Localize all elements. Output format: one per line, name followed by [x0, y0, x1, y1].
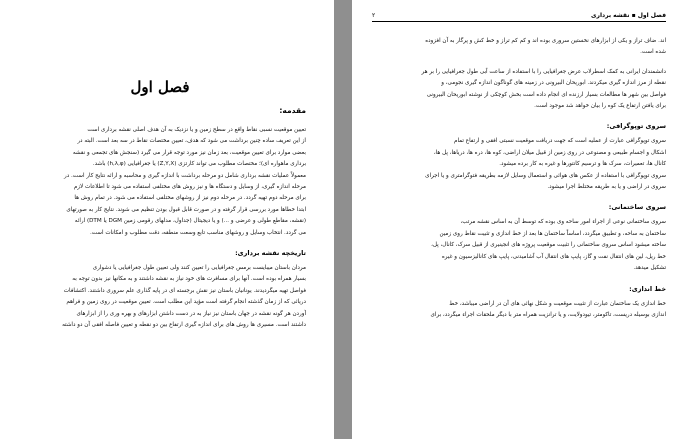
running-header-title: فصل اول ▪ نقشه برداری — [591, 12, 666, 19]
history-heading: تاریخچه نقشه برداری: — [235, 249, 306, 258]
text-line: بعضی موارد برای تعیین موقعیت، بعد زمان نیز مورد توجه قرار می گیرد (سنجش های تجمعی و نقشه — [72, 149, 306, 156]
history-paragraph — [14, 263, 306, 331]
text-line: می گردد. انتخاب وسایل و روشهای مناسب تابع وسعت منطقه، دقت مطلوب و امکانات است. — [90, 229, 306, 236]
stakeout-paragraph — [372, 299, 666, 322]
construction-paragraph — [372, 217, 666, 274]
text-line: (نقشه، مقاطع طولی و عرضی و ...) و یا دیجیتال (جداول، مدلهای رقومی زمین DGM یا DTM) ارائه — [74, 218, 306, 225]
text-line: سروی در اراضی و یا به طریقه مختلط اجرا میشود. — [547, 184, 666, 191]
text-line: برداری ماهواره ای)؛ مختصات مطلوب می تواند کارتزی (Z,Y,X) یا جغرافیایی (h,λ,φ) باشد. — [92, 161, 306, 168]
topo-paragraph — [372, 136, 666, 193]
topo-heading: سروی توپوگرافی: — [606, 122, 666, 131]
intro-paragraph — [14, 125, 306, 239]
text-line: دانشمندان ایرانی به کمک اسطرلاب عرض جغرافیایی را با استفاده از ساعت آبی طول جغرافیایی را بر هر — [421, 68, 666, 75]
text-line: مرحله اندازه گیری، از وسایل و دستگاه ها و نیز روش های مختلفی استفاده می شود تا اطلاعات لازم — [73, 184, 306, 191]
text-line: تعیین موقعیت نسبی نقاط واقع در سطح زمین و یا نزدیک به آن هدف اصلی نقشه برداری است — [87, 127, 306, 133]
text-line: معمولاً عملیات نقشه برداری شامل دو مرحله برداشت با اندازه گیری و محاسبه و ارائه نتایج کار است. در — [64, 172, 306, 179]
text-line: سروی توپوگرافی عبارت از عملیه است که جهت دریافت موقعیت نسبتی افقی و ارتفاع تمام — [454, 138, 666, 145]
text-line: از این تعریف ساده چنین برداشت می شود که هدف، تعیین مختصات نقاط در سه بعد است. البته در — [77, 138, 306, 145]
text-line: اندازی بوسیله دریست، تاکومتر، تیودولایت، و یا ترانزیت همراه متر با دیگر ملحقات اجراء میگردد، برای — [430, 311, 666, 318]
text-line: فواصل تهیه میگردیدند. یونانیان باستان نیز نقش برجسته ای در پایه گذاری علم سروری داشتند. اکتشافات — [63, 287, 306, 294]
iranian-scholars-paragraph — [372, 67, 666, 113]
text-line: تشکیل میدهد. — [633, 265, 666, 272]
text-line: اند. ضاف تراز و یکی از ابزارهای نخستین سروری بوده اند و کم کم تراز و خط کش و پرگار به آن افزوده — [425, 38, 666, 44]
intro-heading: مقدمه: — [279, 106, 306, 115]
text-line: مردان باستان میبایست برمس جغرافیایی را تعیین کنند ولی تعیین طول جغرافیایی یا دشواری — [92, 265, 306, 272]
text-line: برای یافتن ارتفاع یک کوه را بیان خواهد شد موجود است. — [534, 103, 666, 110]
text-line: کانال ها، تعمیرات، سرک ها و ترسیم کانتورها و غیره به کار برده میشود. — [499, 161, 666, 168]
text-line: اشکال و اجسام طبیعی و مصنوعی در روی زمین از قبیل میلان اراضی، کوه ها، دره ها، دریاها، پل ها، — [433, 149, 666, 156]
text-line: بسیار همراه بوده است. آنها برای مسافرت های خود نیاز به نقشه داشتند و به مکانها نیز بدون توجه به — [72, 276, 306, 283]
text-line: سروی ساختمانی نوعی از اجراء امور ساحه وی بوده که توسط آن به اساس نقشه مرتب، — [460, 219, 666, 226]
text-line: ساخته میشود اساس سروی ساختمانی را تثبیت موقعیت پروژه های انجینیری از قبیل سرک، کانال، پل، — [431, 242, 666, 249]
text-line: سروی توپوگرافی با استفاده از عکس های هوائی و استعمال وسایل لازمه بطریقه فتوگرامتری و یا اجرای — [425, 172, 666, 179]
text-line: داشتند است. مسیری ها روش های برای اندازه گیری ارتفاع بین دو نقطه و تعیین فاصله افقی آن دو داشته — [62, 322, 306, 329]
text-line: آوردن هر گونه نقشه در جهان باستان نیز نیاز به در دست داشتن ابزارهای و بهره وری را از ابزارهای — [76, 310, 306, 317]
text-line: خط ریل، لین های انتقال نفت و گاز، پایپ های انتقال آب آشامیدنی، پایپ های کانالیزسیون و غیره — [441, 253, 666, 260]
right-page — [352, 0, 688, 439]
text-line: برای مرحله دوم تهیه گردد. در مرحله دوم نیز از روشهای مختلفی استفاده می شود. در تمام روش ها — [74, 195, 306, 202]
text-line: شده است. — [640, 49, 666, 56]
instruments-paragraph — [372, 36, 666, 59]
running-header — [372, 12, 666, 22]
left-page — [0, 0, 334, 439]
page-number: ۲ — [372, 12, 376, 19]
text-line: ابتدا خطاها مورد بررسی قرار گرفته و در صورت قابل قبول بودن تنظیم می شوند. نتایج کار به صورتهای — [66, 206, 306, 213]
stakeout-heading: خط اندازی: — [629, 284, 666, 293]
construction-heading: سروی ساختمانی: — [608, 203, 666, 212]
text-line: خط اندازی یک ساختمان عبارت از تثبیت موقعیت و شکل نهائی های آن در اراضی میباشد، خط — [449, 300, 666, 307]
chapter-title: فصل اول — [130, 78, 190, 96]
text-line: دریائی که از زمان گذشته انجام گرفته است مؤید این مطلب است. تعیین موقعیت در روی زمین و فراهم — [66, 299, 306, 306]
text-line: فواصل بین شهر ها مطالعات بسیار ارزنده ای انجام داده است بخش کوچکی از نوشته ابوریحان البیرونی — [426, 91, 666, 98]
text-line: نقطه از مرز اندازه گیری میکردند. ابوریحان البیرونی در زمینه های گوناگون اندازه گیری نجومی، و — [441, 80, 666, 87]
text-line: ساختمان به ساحه، و تطبیق میگردد، اساساً ساختمان ها بعد از خط اندازی و تثبیت نقاط روی زمین — [439, 230, 666, 237]
